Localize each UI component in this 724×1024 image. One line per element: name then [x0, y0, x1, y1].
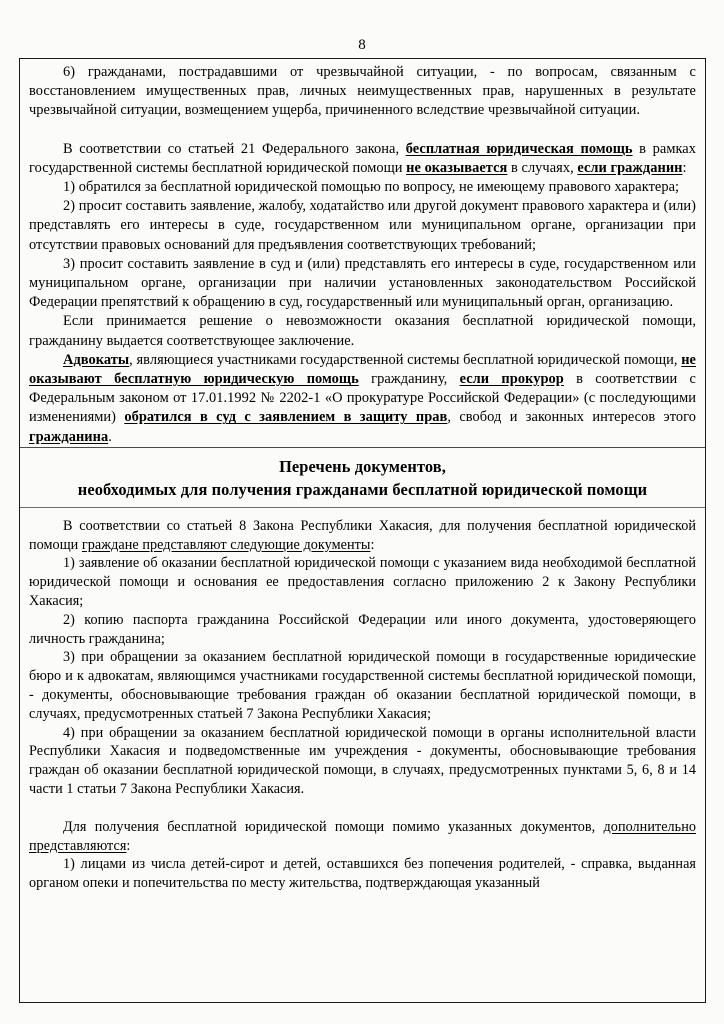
- paragraph-doc-2: 2) копию паспорта гражданина Российской Федерации или иного документа, удостоверяющего личность гражданина;: [29, 611, 696, 647]
- paragraph-additional: Для получения бесплатной юридической помощи помимо указанных документов, дополнительно представляются:: [29, 818, 696, 854]
- paragraph-refusal-1: 1) обратился за бесплатной юридической помощью по вопросу, не имеющему правового характера;: [63, 179, 680, 196]
- paragraph-doc-4: 4) при обращении за оказанием бесплатной юридической помощи в органы исполнительной власти Республики Хакасия и подведомственные им учреждения - документы, обосновывающие требования граждан об оказании бесплатной юридической помощи, в случаях, предусмотренных пунктами 5, 6, 8 и 14 части 1 статьи 7 Закона Республики Хакасия.: [29, 724, 696, 798]
- heading-line-2: необходимых для получения гражданами бесплатной юридической помощи: [77, 479, 648, 499]
- heading-line-1: Перечень документов,: [279, 456, 446, 476]
- top-text-block: [20, 59, 705, 447]
- paragraph-refusal-2: 2) просит составить заявление, жалобу, ходатайство или другой документ правового характера и (или) представлять его интересы в суде, государственном или муниципальном органе, организации при отсутствии правовых оснований для предъявления соответствующих требований;: [29, 198, 696, 253]
- paragraph-add-1: 1) лицами из числа детей-сирот и детей, оставшихся без попечения родителей, - справка, выданная органом опеки и попечительства по месту жительства, подтверждающая указанный: [29, 856, 696, 892]
- paragraph-article-21: В соответствии со статьей 21 Федерального закона, бесплатная юридическая помощь в рамках государственной системы бесплатной юридической помощи не оказывается в случаях, если гражданин:: [29, 140, 696, 176]
- document-frame: [19, 58, 706, 1003]
- paragraph-refusal-3: 3) просит составить заявление в суд и (или) представлять его интересы в суде, государственном или муниципальном органе, организации при наличии установленных законодательством Российской Федерации препятствий к обращению в суд, государственный или муниципальный орган, организацию.: [29, 255, 696, 311]
- page-number: 8: [358, 37, 366, 53]
- bottom-text-block: [20, 508, 705, 893]
- paragraph-doc-1: 1) заявление об оказании бесплатной юридической помощи с указанием вида необходимой бесплатной юридической помощи и основания ее предоставления согласно приложению 2 к Закону Республики Хакасия;: [29, 555, 696, 610]
- paragraph-advocates: Адвокаты, являющиеся участниками государственной системы бесплатной юридической помощи, не оказывают бесплатную юридическую помощь гражданину, если прокурор в соответствии с Федеральным законом от 17.01.1992 № 2202-1 «О прокуратуре Российской Федерации» (с последующими изменениями) обратился в суд с заявлением в защиту прав, свобод и законных интересов этого гражданина.: [29, 351, 696, 445]
- paragraph-doc-3: 3) при обращении за оказанием бесплатной юридической помощи в государственные юридические бюро и к адвокатам, являющимся участниками государственной системы бесплатной юридической помощи, - документы, обосновывающие требования граждан об оказании бесплатной юридической помощи, в случаях, предусмотренных статьей 7 Закона Республики Хакасия;: [29, 649, 696, 722]
- paragraph-item-6: 6) гражданами, пострадавшими от чрезвычайной ситуации, - по вопросам, связанным с восстановлением имущественных прав, личных неимущественных прав, нарушенных в результате чрезвычайной ситуации, возмещением ущерба, причиненного вследствие чрезвычайной ситуации.: [29, 64, 696, 119]
- paragraph-conclusion: Если принимается решение о невозможности оказания бесплатной юридической помощи, гражданину выдается соответствующее заключение.: [29, 313, 696, 349]
- paragraph-article-8: В соответствии со статьей 8 Закона Республики Хакасия, для получения бесплатной юридической помощи граждане представляют следующие документы:: [29, 517, 696, 553]
- section-heading: [20, 448, 705, 507]
